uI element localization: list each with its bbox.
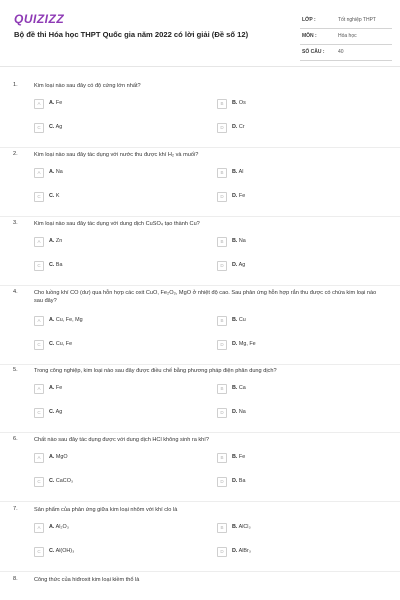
option-text (49, 100, 62, 106)
option-letter-box: B (217, 237, 227, 247)
question-divider (0, 285, 400, 286)
answer-option-b[interactable] (217, 384, 367, 396)
option-value: Fe (55, 100, 63, 106)
option-label: C. (49, 262, 55, 268)
option-value: AlBr₃ (238, 548, 251, 554)
answer-option-b[interactable] (217, 453, 367, 465)
option-letter-box: D (217, 261, 227, 271)
option-letter-box: C (34, 547, 44, 557)
option-label: C. (49, 124, 55, 130)
question-number: 5. (13, 367, 18, 373)
option-letter-box: A (34, 316, 44, 326)
answer-option-b[interactable] (217, 99, 367, 111)
worksheet-header (0, 0, 400, 66)
option-value: Cu, Fe (55, 341, 73, 347)
meta-row-subject (300, 29, 392, 45)
answer-option-c[interactable] (34, 192, 184, 204)
answer-option-c[interactable] (34, 408, 184, 420)
option-value: Na (238, 238, 246, 244)
question-divider (0, 571, 400, 572)
option-value: Al(OH)₃ (55, 548, 75, 554)
option-letter-box: B (217, 453, 227, 463)
option-letter-box: C (34, 192, 44, 202)
answer-option-a[interactable] (34, 237, 184, 249)
option-letter-box: B (217, 168, 227, 178)
meta-value: Hóa học (338, 33, 357, 39)
question-number: 3. (13, 220, 18, 226)
answer-option-d[interactable] (217, 547, 367, 559)
option-value: Fe (55, 385, 63, 391)
meta-table (300, 13, 392, 61)
option-label: B. (232, 454, 238, 460)
question-text: Chất nào sau đây tác dụng được với dung dịch HCl không sinh ra khí? (34, 437, 209, 443)
meta-row-count (300, 45, 392, 61)
option-text (49, 409, 62, 415)
option-label: B. (232, 524, 238, 530)
answer-option-d[interactable] (217, 408, 367, 420)
option-label: D. (232, 193, 238, 199)
answer-option-a[interactable] (34, 99, 184, 111)
option-value: Fe (238, 454, 246, 460)
option-label: B. (232, 100, 238, 106)
answer-option-c[interactable] (34, 547, 184, 559)
option-letter-box: C (34, 123, 44, 133)
option-value: Ag (238, 262, 246, 268)
answer-option-c[interactable] (34, 477, 184, 489)
answer-option-d[interactable] (217, 477, 367, 489)
option-letter-box: C (34, 340, 44, 350)
option-text (49, 238, 62, 244)
question-text: Kim loại nào sau đây tác dụng với dung dịch CuSO₄ tạo thành Cu? (34, 221, 200, 227)
question-number: 7. (13, 506, 18, 512)
option-value: K (55, 193, 60, 199)
option-text (49, 385, 62, 391)
answer-option-c[interactable] (34, 123, 184, 135)
option-text (232, 262, 245, 268)
question-divider (0, 216, 400, 217)
answer-option-b[interactable] (217, 168, 367, 180)
option-label: A. (49, 454, 55, 460)
quizizz-logo: QUIZIZZ (14, 12, 65, 26)
option-label: A. (49, 385, 55, 391)
option-label: D. (232, 548, 238, 554)
option-value: Na (238, 409, 246, 415)
option-text (49, 193, 60, 199)
option-value: Al₂O₃ (55, 524, 69, 530)
option-label: D. (232, 341, 238, 347)
option-text (232, 548, 251, 554)
option-letter-box: A (34, 523, 44, 533)
option-letter-box: A (34, 384, 44, 394)
option-letter-box: C (34, 477, 44, 487)
option-value: CaCO₃ (55, 478, 74, 484)
option-label: B. (232, 169, 238, 175)
option-label: B. (232, 385, 238, 391)
option-label: D. (232, 124, 238, 130)
option-value: Al (238, 169, 244, 175)
option-label: C. (49, 478, 55, 484)
option-text (232, 193, 245, 199)
option-letter-box: B (217, 99, 227, 109)
option-value: Zn (55, 238, 63, 244)
option-text (232, 385, 246, 391)
option-text (49, 454, 68, 460)
page-title: Bộ đề thi Hóa học THPT Quốc gia năm 2022 có lời giải (Đề số 12) (14, 30, 249, 39)
option-letter-box: A (34, 237, 44, 247)
option-value: Ba (238, 478, 246, 484)
option-text (232, 454, 245, 460)
option-text (49, 317, 83, 323)
option-value: AlCl₃ (238, 524, 251, 530)
meta-key: LỚP : (302, 17, 316, 23)
option-text (232, 524, 251, 530)
option-letter-box: B (217, 384, 227, 394)
option-value: Cu, Fe, Mg (55, 317, 83, 323)
meta-key: SỐ CÂU : (302, 49, 325, 55)
option-text (232, 169, 243, 175)
option-letter-box: D (217, 477, 227, 487)
option-label: A. (49, 317, 55, 323)
question-number: 8. (13, 576, 18, 582)
option-letter-box: D (217, 547, 227, 557)
option-text (49, 262, 63, 268)
option-label: A. (49, 100, 55, 106)
answer-option-d[interactable] (217, 261, 367, 273)
option-value: Ca (238, 385, 246, 391)
option-text (232, 238, 246, 244)
question-number: 6. (13, 436, 18, 442)
answer-option-b[interactable] (217, 316, 367, 328)
question-text: Sản phẩm của phản ứng giữa kim loại nhôm với khí clo là (34, 507, 178, 513)
question-text: Cho luồng khí CO (dư) qua hỗn hợp các oxit CuO, Fe₂O₃, MgO ở nhiệt độ cao. Sau phản ứng hỗn hợp rắn thu được có chứa kim loại nào sau đây? (34, 290, 377, 304)
answer-option-a[interactable] (34, 384, 184, 396)
question-number: 2. (13, 151, 18, 157)
option-label: C. (49, 193, 55, 199)
question-divider (0, 432, 400, 433)
question-divider (0, 501, 400, 502)
question-text: Trong công nghiệp, kim loại nào sau đây được điều chế bằng phương pháp điện phân dung dịch? (34, 368, 277, 374)
option-text (232, 341, 256, 347)
header-divider (0, 66, 400, 67)
option-letter-box: C (34, 408, 44, 418)
answer-option-b[interactable] (217, 523, 367, 535)
option-letter-box: B (217, 523, 227, 533)
option-value: Mg, Fe (238, 341, 256, 347)
answer-option-a[interactable] (34, 168, 184, 180)
answer-option-b[interactable] (217, 237, 367, 249)
option-letter-box: D (217, 340, 227, 350)
meta-value: Tốt nghiệp THPT (338, 17, 376, 23)
option-text (49, 478, 73, 484)
option-text (232, 478, 246, 484)
answer-option-a[interactable] (34, 316, 184, 328)
option-letter-box: A (34, 99, 44, 109)
option-label: A. (49, 524, 55, 530)
meta-value: 40 (338, 49, 344, 55)
option-text (49, 548, 74, 554)
option-label: A. (49, 238, 55, 244)
option-text (232, 409, 246, 415)
question-text: Kim loại nào sau đây có độ cứng lớn nhất? (34, 83, 141, 89)
option-text (232, 317, 246, 323)
option-letter-box: D (217, 408, 227, 418)
option-letter-box: D (217, 123, 227, 133)
question-divider (0, 147, 400, 148)
option-label: D. (232, 262, 238, 268)
option-letter-box: C (34, 261, 44, 271)
option-label: C. (49, 341, 55, 347)
question-text: Công thức của hiđroxit kim loại kiềm thổ là (34, 577, 140, 583)
option-label: B. (232, 238, 238, 244)
option-label: D. (232, 478, 238, 484)
option-text (49, 169, 63, 175)
option-value: Cu (238, 317, 246, 323)
option-label: C. (49, 409, 55, 415)
option-value: Cr (238, 124, 245, 130)
meta-row-grade (300, 13, 392, 29)
option-label: C. (49, 548, 55, 554)
option-label: D. (232, 409, 238, 415)
option-letter-box: A (34, 168, 44, 178)
meta-key: MÔN : (302, 33, 317, 39)
option-letter-box: B (217, 316, 227, 326)
answer-option-d[interactable] (217, 123, 367, 135)
option-text (232, 100, 246, 106)
option-value: Ag (55, 409, 63, 415)
question-divider (0, 364, 400, 365)
option-text (49, 524, 69, 530)
option-value: Ba (55, 262, 63, 268)
option-value: Fe (238, 193, 246, 199)
option-value: Ag (55, 124, 63, 130)
option-label: B. (232, 317, 238, 323)
option-text (49, 124, 62, 130)
answer-option-c[interactable] (34, 340, 184, 352)
answer-option-a[interactable] (34, 453, 184, 465)
option-letter-box: D (217, 192, 227, 202)
answer-option-d[interactable] (217, 192, 367, 204)
question-number: 1. (13, 82, 18, 88)
option-text (232, 124, 245, 130)
answer-option-d[interactable] (217, 340, 367, 352)
answer-option-c[interactable] (34, 261, 184, 273)
option-value: Na (55, 169, 63, 175)
question-text: Kim loại nào sau đây tác dụng với nước thu được khí H₂ và muối? (34, 152, 199, 158)
question-number: 4. (13, 289, 18, 295)
option-text (49, 341, 72, 347)
option-value: Os (238, 100, 246, 106)
option-letter-box: A (34, 453, 44, 463)
answer-option-a[interactable] (34, 523, 184, 535)
option-label: A. (49, 169, 55, 175)
option-value: MgO (55, 454, 68, 460)
